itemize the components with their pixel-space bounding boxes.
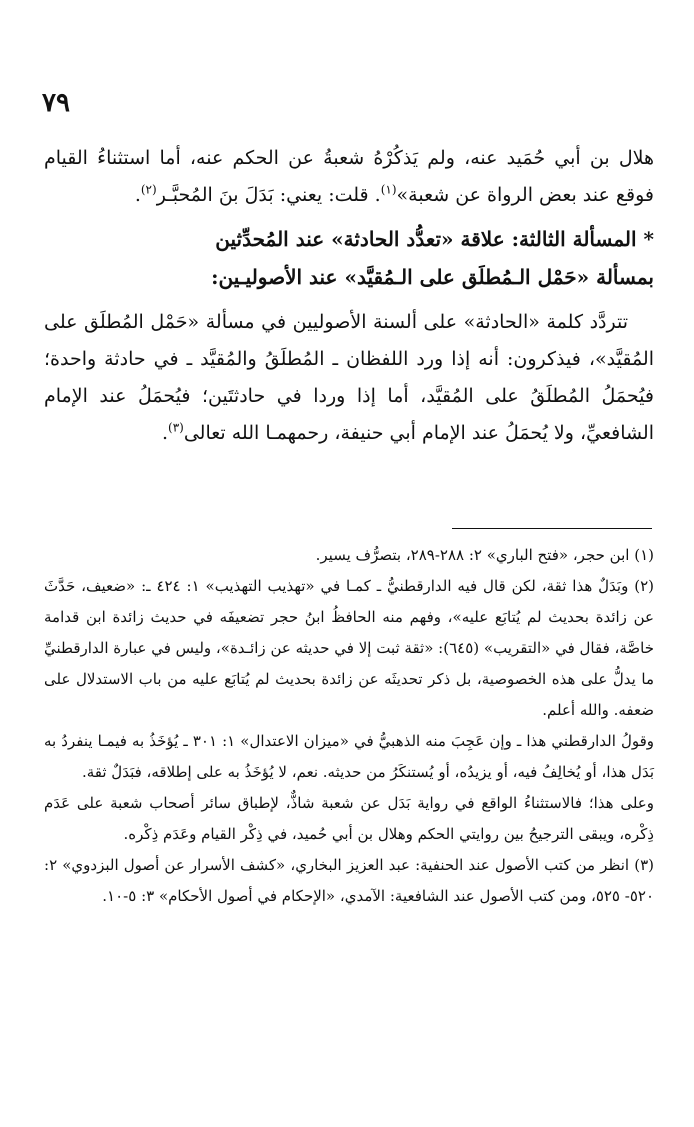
page-number: ٧٩ [42, 88, 70, 118]
footnote-ref-1[interactable]: (١) [380, 182, 397, 197]
footnote-divider [452, 528, 652, 529]
heading-line-2: بمسألة «حَمْل الـمُطلَق على الـمُقيَّد» عند الأصوليـين: [211, 265, 654, 289]
paragraph-1-text: هلال بن أبي حُمَيد عنه، ولم يَذكُرْهُ شعبةُ عن الحكم عنه، أما استثناءُ القيام فوقع عند بعض الرواة عن شعبة» [44, 147, 654, 206]
footnote-3: (٣) انظر من كتب الأصول عند الحنفية: عبد العزيز البخاري، «كشف الأسرار عن أصول البزدوي» ٢: ٥٢٠- ٥٢٥، ومن كتب الأصول عند الشافعية: الآمدي، «الإحكام في أصول الأحكام» ٣: ٥-١٠. [44, 856, 654, 905]
footnote-1: (١) ابن حجر، «فتح الباري» ٢: ٢٨٨-٢٨٩، بتصرُّف يسير. [315, 546, 654, 564]
footnote-ref-2[interactable]: (٢) [140, 182, 157, 197]
footnote-2-continuation-2: وعلى هذا؛ فالاستثناءُ الواقع في رواية بَدَل عن شعبة شاذٌّ، لإطباق سائر أصحاب شعبة على عَدَم ذِكْره، ويبقى الترجيحُ بين روايتي الحكم وهلال بن أبي حُميد، في ذِكْر القيام وعَدَم ذِكْره. [44, 794, 654, 843]
paragraph-2-text: تتردَّد كلمة «الحادثة» على ألسنة الأصوليين في مسألة «حَمْل المُطلَق على المُقيَّد»، فيذكرون: أنه إذا ورد اللفظان ـ المُطلَقُ والمُقيَّد ـ في حادثة واحدة؛ فيُحمَلُ المُطلَقُ على المُقيَّد، أما إذا وردا في حادثتَين؛ فيُحمَلُ عند الإمام الشافعيِّ، ولا يُحمَلُ عند الإمام أبي حنيفة، رحمهمـا الله تعالى [44, 311, 654, 444]
heading-line-1: * المسألة الثالثة: علاقة «تعدُّد الحادثة» عند المُحدِّثين [215, 227, 654, 251]
footnote-ref-3[interactable]: (٣) [168, 420, 184, 435]
section-heading [44, 220, 654, 296]
paragraph-1-end: . [134, 184, 141, 206]
footnote-2: (٢) وبَدَلٌ هذا ثقة، لكن قال فيه الدارقطنيُّ ـ كمـا في «تهذيب التهذيب» ١: ٤٢٤ ـ: «ضعيف، حَدَّثَ عن زائدة بحديث لم يُتابَع عليه»، وفهم منه الحافظُ ابنُ حجر تضعيفَه في حديث زائدة ابن قدامة خاصَّة، فقال في «التقريب» (٦٤٥): «ثقة ثبت إلا في حديثه عن زائـدة»، وليس في عبارة الدارقطنيِّ ما يدلُّ على هذه الخصوصية، بل ذكر تحديثَه عن زائدة بحديث لم يُتابَع عليه من باب الاستدلال على ضعفه. والله أعلم. [44, 577, 654, 719]
footnote-2-continuation-1: وقولُ الدارقطني هذا ـ وإن عَجِبَ منه الذهبيُّ في «ميزان الاعتدال» ١: ٣٠١ ـ يُؤخَذُ به فيمـا ينفردُ به بَدَل هذا، أو يُخالِفُ فيه، أو يزيدُه، أو يُستنكَرُ من حديثه. نعم، لا يُؤخَذُ به على إطلاقه، فبَدَلٌ ثقة. [44, 732, 655, 781]
footnotes [44, 540, 654, 912]
paragraph-2 [44, 304, 654, 452]
paragraph-1-continuation: . قلت: يعني: بَدَلَ بنَ المُحبَّـر [156, 184, 381, 206]
paragraph-1 [44, 140, 654, 214]
paragraph-2-end: . [161, 422, 168, 444]
main-text [44, 140, 654, 452]
